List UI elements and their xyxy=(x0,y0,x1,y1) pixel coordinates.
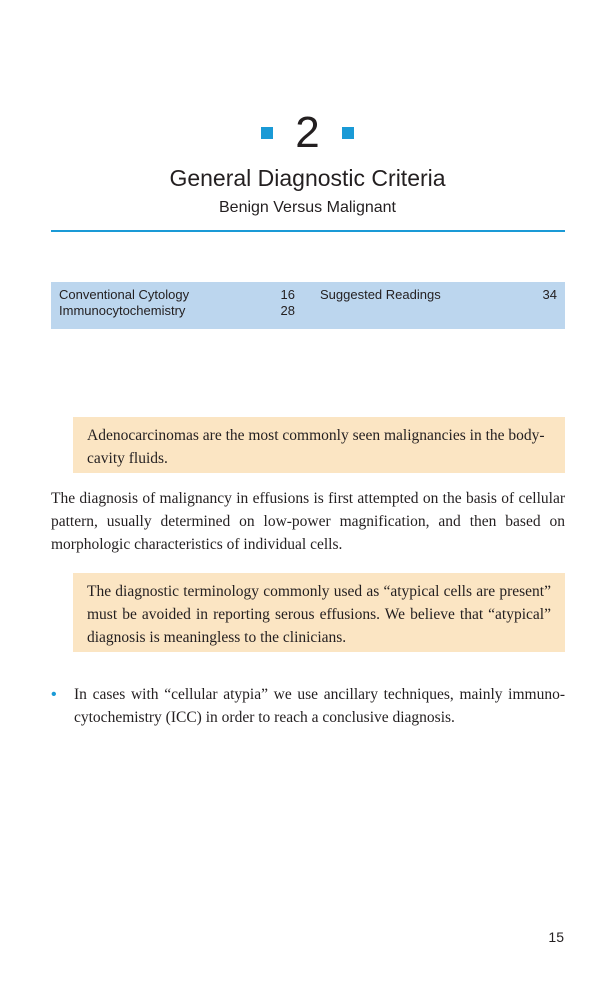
toc-entry-page: 28 xyxy=(280,303,295,318)
toc-entry[interactable] xyxy=(59,287,299,303)
toc-entry-page: 34 xyxy=(542,287,557,302)
title-divider xyxy=(51,230,565,232)
chapter-number: 2 xyxy=(295,108,320,157)
square-bullet-icon xyxy=(342,127,354,139)
toc-entry[interactable] xyxy=(59,303,299,319)
body-paragraph: The diagnosis of malignancy in effusions is first attempted on the basis of cellular pattern, usually determined on low-power magnification, and then based on morphologic characteristics of individual cells. xyxy=(51,490,565,553)
key-point-callout: The diagnostic terminology commonly used as “atypical cells are present” must be avoided in reporting serous effusions. We believe that “atypical” diagnosis is meaningless to the clinicians. xyxy=(73,573,565,652)
chapter-heading xyxy=(0,108,615,158)
bullet-point-text: In cases with “cellular atypia” we use ancillary techniques, mainly immuno-cytochemistry (ICC) in order to reach a conclusive diagnosis. xyxy=(74,686,565,726)
square-bullet-icon xyxy=(261,127,273,139)
chapter-subtitle: Benign Versus Malignant xyxy=(219,199,396,216)
toc-entry-label: Suggested Readings xyxy=(320,287,441,302)
chapter-contents-box xyxy=(51,282,565,329)
toc-entry-label: Conventional Cytology xyxy=(59,287,190,302)
bullet-marker: • xyxy=(51,686,57,703)
toc-entry-label: Immunocytochemistry xyxy=(59,303,186,318)
key-point-callout: Adenocarcinomas are the most commonly seen malignancies in the body-cavity fluids. xyxy=(73,417,565,473)
chapter-title: General Diagnostic Criteria xyxy=(169,165,446,191)
toc-entry[interactable] xyxy=(320,287,557,303)
page-number: 15 xyxy=(548,929,564,945)
toc-entry-page: 16 xyxy=(280,287,295,302)
